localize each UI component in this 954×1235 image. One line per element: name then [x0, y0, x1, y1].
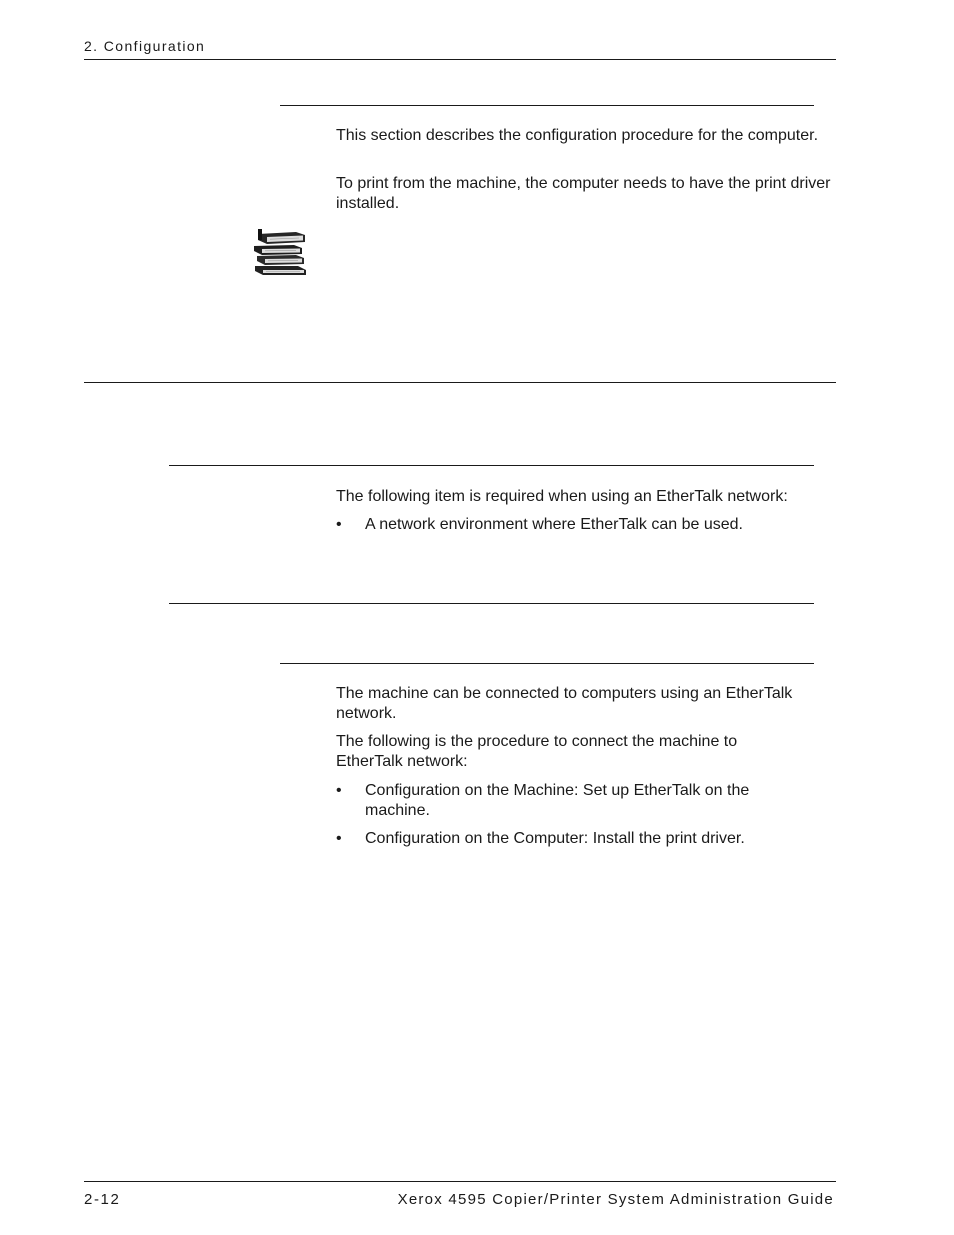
overview-paragraph-2: The following is the procedure to connect the machine to EtherTalk network: [336, 733, 738, 770]
overview-paragraph-1: The machine can be connected to computers using an EtherTalk network. [336, 685, 793, 722]
overview-bullet-1: Configuration on the Machine: Set up EtherTalk on the machine. [365, 782, 750, 819]
page-number: 2-12 [84, 1191, 121, 1208]
footer-rule [84, 1181, 836, 1182]
overview-section-rule [169, 603, 814, 604]
requirements-paragraph: The following item is required when using an EtherTalk network: [336, 488, 788, 505]
overview-bullet-2: Configuration on the Computer: Install the print driver. [365, 830, 745, 847]
requirements-bullet-1: A network environment where EtherTalk can be used. [365, 516, 743, 533]
books-icon [252, 228, 308, 278]
intro-paragraph-2: To print from the machine, the computer needs to have the print driver installed. [336, 175, 831, 212]
bullet-marker: • [336, 516, 342, 533]
intro-paragraph-1: This section describes the configuration procedure for the computer. [336, 127, 819, 144]
intro-rule [280, 105, 814, 106]
bullet-marker: • [336, 830, 342, 847]
bullet-marker: • [336, 782, 342, 799]
requirements-rule [169, 465, 814, 466]
header-rule [84, 59, 836, 60]
running-header: 2. Configuration [84, 38, 206, 54]
guide-title: Xerox 4595 Copier/Printer System Administration Guide [397, 1191, 834, 1208]
overview-rule [280, 663, 814, 664]
section-rule [84, 382, 836, 383]
